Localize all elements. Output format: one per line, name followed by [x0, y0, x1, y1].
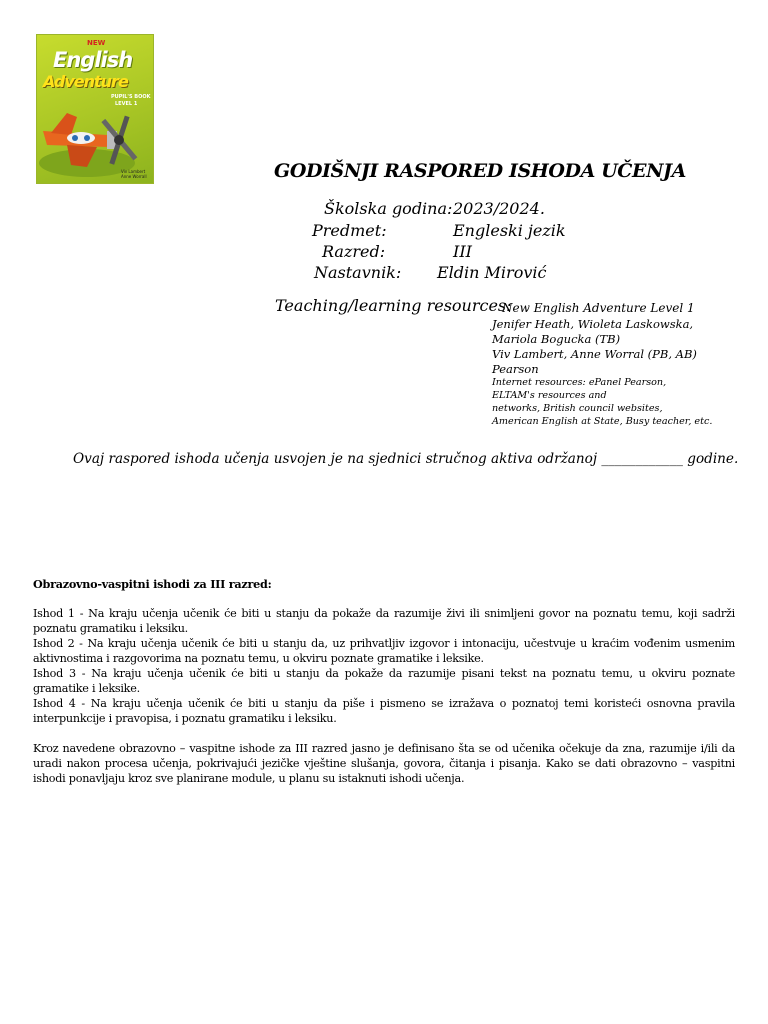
resources-line: Jenifer Heath, Wioleta Laskowska, [492, 317, 694, 331]
internet-resources-line: American English at State, Busy teacher, etc. [492, 416, 713, 427]
outcome-item: Ishod 4 - Na kraju učenja učenik će biti u stanju da piše i pismeno se izražava o poznatoj temi koristeći osnovna pravila interpunkcije i pravopisa, i poznatu gramatiku i leksiku. [33, 697, 735, 725]
resources-label: Teaching/learning resources: [275, 296, 512, 315]
document-title: GODIŠNJI RASPORED ISHODA UČENJA [274, 160, 686, 182]
school-year-value: 2023/2024. [453, 199, 545, 218]
resources-line: Pearson [492, 362, 539, 376]
cover-authors: Viv Lambert Anne Worrall [121, 169, 147, 179]
internet-resources-line: ELTAM's resources and [492, 390, 607, 401]
internet-resources-line: networks, British council websites, [492, 403, 663, 414]
grade-value: III [453, 242, 472, 261]
resources-line: Mariola Bogucka (TB) [492, 332, 621, 346]
outcomes-list [33, 606, 735, 726]
school-year-label: Školska godina: [324, 199, 453, 218]
teacher-value: Eldin Mirović [437, 263, 547, 282]
outcome-item: Ishod 1 - Na kraju učenja učenik će biti u stanju da pokaže da razumije živi ili snimljeni govor na poznatu temu, koji sadrži poznatu gramatiku i leksiku. [33, 607, 735, 635]
cover-book-type: PUPIL'S BOOK [111, 94, 151, 100]
adoption-statement: Ovaj raspored ishoda učenja usvojen je na sjednici stručnog aktiva održanoj ____________ godine. [73, 451, 739, 467]
cover-title-line1: English [53, 48, 133, 72]
outcomes-summary: Kroz navedene obrazovno – vaspitne ishode za III razred jasno je definisano šta se od učenika očekuje da zna, razumije i/ili da uradi nakon procesa učenja, pokrivajući jezičke vještine slušanja, govora, čitanja i pisanja. Kako se dati obrazovno – vaspitni ishodi ponavljaju kroz sve planirane module, u planu su istaknuti ishodi učenja. [33, 742, 735, 785]
subject-value: Engleski jezik [453, 221, 566, 240]
outcomes-heading: Obrazovno-vaspitni ishodi za III razred: [33, 577, 272, 591]
subject-label: Predmet: [312, 221, 387, 240]
cover-new-badge: NEW [87, 39, 106, 47]
resources-main-title: New English Adventure Level 1 [502, 301, 695, 315]
cover-title-line2: Adventure [43, 72, 128, 91]
internet-resources-line: Internet resources: ePanel Pearson, [492, 377, 667, 388]
outcome-item: Ishod 3 - Na kraju učenja učenik će biti u stanju da pokaže da razumije pisani tekst na poznatu temu, u okviru poznate gramatike i leksike. [33, 667, 735, 695]
resources-line: Viv Lambert, Anne Worral (PB, AB) [492, 347, 697, 361]
outcome-item: Ishod 2 - Na kraju učenja učenik će biti u stanju da, uz prihvatljiv izgovor i intonaciju, učestvuje u kraćim vođenim usmenim aktivnostima i razgovorima na poznatu temu, u okviru poznate gramatike i leksike. [33, 637, 735, 665]
grade-label: Razred: [322, 242, 386, 261]
teacher-label: Nastavnik: [314, 263, 402, 282]
book-cover-image [36, 34, 154, 184]
cover-level: LEVEL 1 [115, 101, 138, 107]
